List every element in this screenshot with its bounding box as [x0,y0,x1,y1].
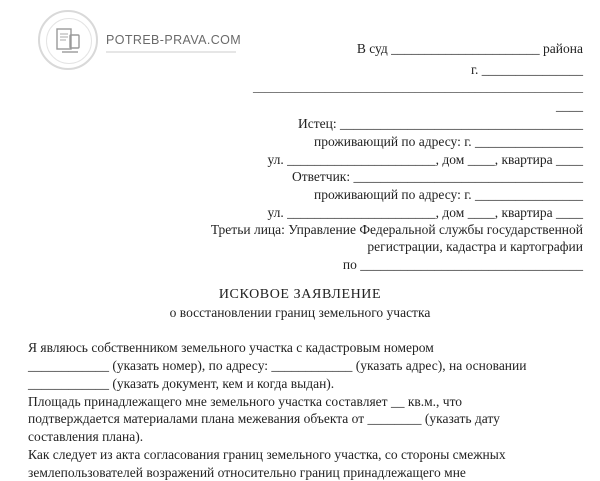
watermark-tagline-bar [106,51,236,53]
document-title: ИСКОВОЕ ЗАЯВЛЕНИЕ [218,287,382,302]
defendant-line: Ответчик: __________________________________ [291,169,583,184]
body-line: подтверждается материалами плана межевания объекта от ________ (указать дату [28,411,500,426]
body-line: ____________ (указать номер), по адресу: ____________ (указать адрес), на основании [28,358,527,373]
defendant-street: ул. ______________________, дом ____, квартира ____ [267,205,583,220]
third-party-line-1: Третьи лица: Управление Федеральной службы государственной [210,222,583,237]
body-line: ____________ (указать документ, кем и когда выдан). [28,376,335,391]
watermark-seal [38,10,98,70]
body-line: Площадь принадлежащего мне земельного участка составляет __ кв.м., что [28,394,463,409]
body-line: Я являюсь собственником земельного участка с кадастровым номером [28,340,434,355]
body-line: землепользователей возражений относительно границ принадлежащего мне [28,465,466,480]
third-party-line-3: по _________________________________ [342,257,583,272]
defendant-address: проживающий по адресу: г. ________________ [314,187,583,202]
plaintiff-line: Истец: ____________________________________ [298,116,583,131]
city-line: г. _______________ [470,62,583,77]
plaintiff-street: ул. ______________________, дом ____, квартира ____ [267,152,583,167]
blank-line-2: ____ [556,98,583,113]
body-line: Как следует из акта согласования границ земельного участка, со стороны смежных [28,447,506,462]
court-line: В суд ______________________ района [356,41,583,56]
blank-line-1: _______________________________________________________ [253,80,583,94]
plaintiff-address: проживающий по адресу: г. ________________ [314,134,583,149]
document-gavel-icon [55,26,83,56]
watermark-brand: POTREB-PRAVA.COM [106,33,242,47]
document-subtitle: о восстановлении границ земельного участка [169,305,431,320]
body-line: составления плана). [28,429,144,444]
third-party-line-2: регистрации, кадастра и картографии [367,239,583,254]
